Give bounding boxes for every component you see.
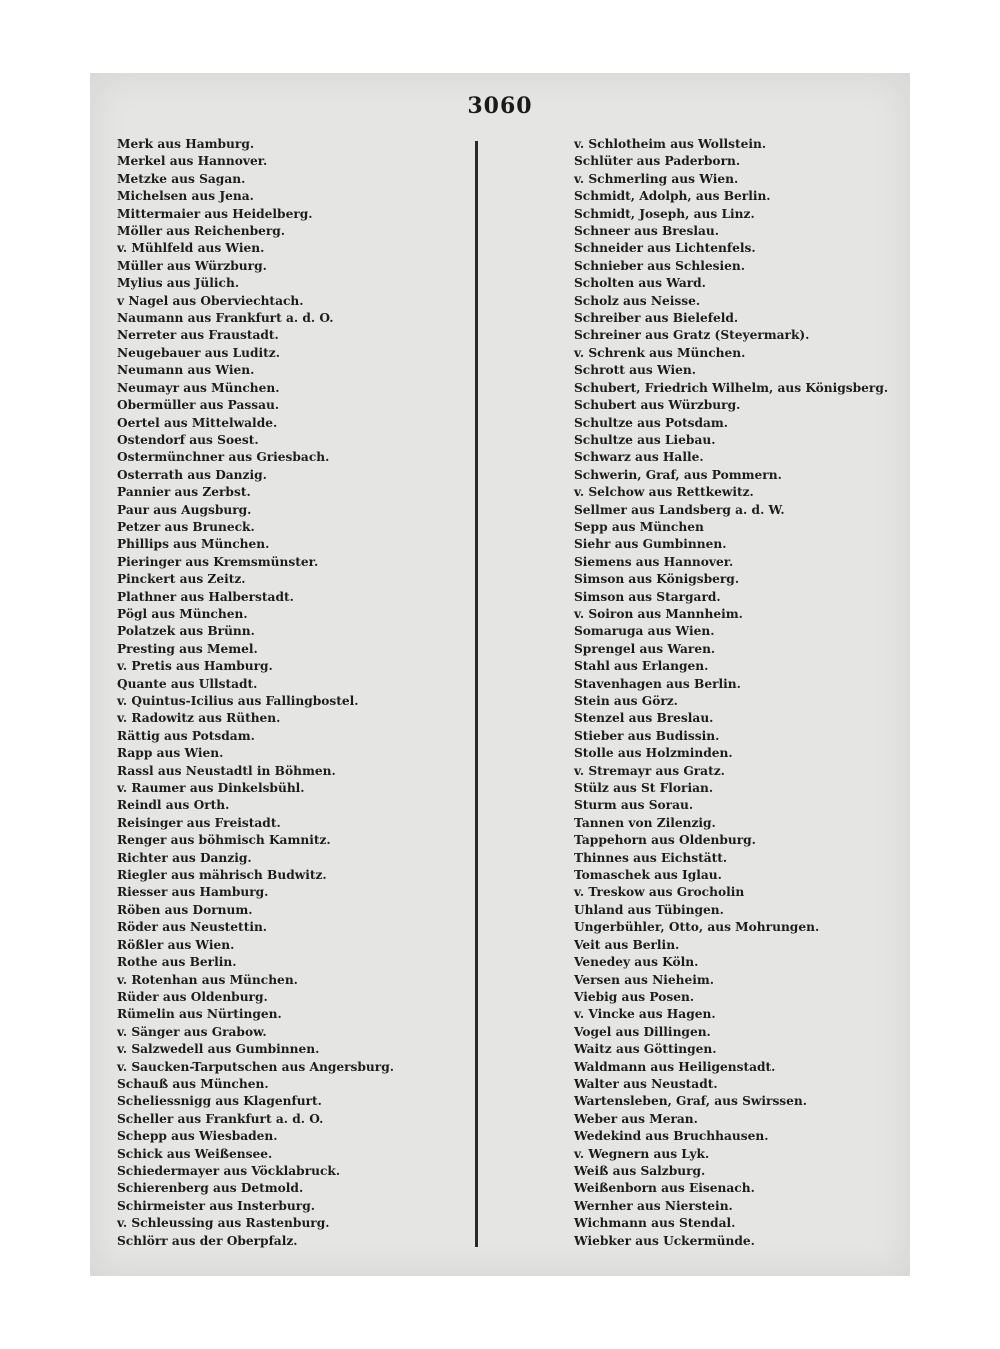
name-entry: Quante aus Ullstadt.	[117, 676, 258, 691]
name-entry: Schubert aus Würzburg.	[574, 398, 741, 413]
name-entry: Rüder aus Oldenburg.	[117, 989, 268, 1004]
name-entry: v. Pretis aus Hamburg.	[117, 659, 273, 674]
name-entry: v. Schmerling aus Wien.	[574, 171, 739, 186]
name-entry: Schultze aus Liebau.	[574, 432, 716, 447]
name-entry: Veit aus Berlin.	[574, 937, 680, 952]
name-entry: Schlörr aus der Oberpfalz.	[117, 1233, 298, 1248]
name-entry: Ostendorf aus Soest.	[117, 432, 259, 447]
name-entry: Mylius aus Jülich.	[117, 276, 240, 291]
name-entry: Plathner aus Halberstadt.	[117, 589, 294, 604]
name-entry: Rümelin aus Nürtingen.	[117, 1007, 282, 1022]
name-entry: v. Rotenhan aus München.	[117, 972, 298, 987]
name-entry: Schubert, Friedrich Wilhelm, aus Königsberg.	[574, 380, 889, 395]
name-entry: Thinnes aus Eichstätt.	[574, 850, 728, 865]
name-entry: Simson aus Stargard.	[574, 589, 721, 604]
name-entry: Wiebker aus Uckermünde.	[574, 1233, 755, 1248]
name-entry: Mittermaier aus Heidelberg.	[117, 206, 313, 221]
name-entry: Schirmeister aus Insterburg.	[117, 1198, 315, 1213]
name-entry: v. Radowitz aus Rüthen.	[117, 711, 281, 726]
name-entry: Wedekind aus Bruchhausen.	[574, 1129, 769, 1144]
name-entry: v. Sänger aus Grabow.	[117, 1024, 267, 1039]
name-entry: Tannen von Zilenzig.	[574, 815, 716, 830]
name-entry: Schneer aus Breslau.	[574, 224, 719, 239]
name-entry: Röder aus Neustettin.	[117, 920, 268, 935]
name-entry: Presting aus Memel.	[117, 641, 258, 656]
name-entry: Simson aus Königsberg.	[574, 572, 740, 587]
name-entry: Schneider aus Lichtenfels.	[574, 241, 756, 256]
name-entry: Nerreter aus Fraustadt.	[117, 328, 279, 343]
name-entry: Scheliessnigg aus Klagenfurt.	[117, 1094, 322, 1109]
name-entry: Weber aus Meran.	[574, 1111, 698, 1126]
name-entry: Tappehorn aus Oldenburg.	[574, 833, 756, 848]
name-entry: Neumann aus Wien.	[117, 363, 255, 378]
name-entry: Weißenborn aus Eisenach.	[574, 1181, 755, 1196]
right-name-column	[574, 136, 904, 1250]
name-entry: v. Saucken-Tarputschen aus Angersburg.	[117, 1059, 394, 1074]
name-entry: Paur aus Augsburg.	[117, 502, 252, 517]
name-entry: Stülz aus St Florian.	[574, 781, 714, 796]
name-entry: Schiedermayer aus Vöcklabruck.	[117, 1163, 341, 1178]
name-entry: Scholten aus Ward.	[574, 276, 706, 291]
name-entry: Naumann aus Frankfurt a. d. O.	[117, 311, 334, 326]
name-entry: Möller aus Reichenberg.	[117, 224, 286, 239]
name-entry: Pieringer aus Kremsmünster.	[117, 554, 319, 569]
name-entry: v. Quintus-Icilius aus Fallingbostel.	[117, 694, 359, 708]
name-entry: Waldmann aus Heiligenstadt.	[574, 1059, 776, 1074]
name-entry: v. Wegnern aus Lyk.	[574, 1146, 710, 1161]
page-number: 3060	[467, 93, 533, 119]
name-entry: Sturm aus Sorau.	[574, 798, 694, 813]
name-entry: Versen aus Nieheim.	[574, 972, 715, 987]
name-entry: Wernher aus Nierstein.	[574, 1198, 733, 1213]
name-entry: Stavenhagen aus Berlin.	[574, 676, 741, 691]
name-entry: Schick aus Weißensee.	[117, 1146, 273, 1161]
name-entry: Walter aus Neustadt.	[574, 1076, 718, 1091]
name-entry: Osterrath aus Danzig.	[117, 467, 267, 482]
name-entry: Siemens aus Hannover.	[574, 554, 734, 569]
name-entry: v Nagel aus Oberviechtach.	[117, 293, 304, 308]
name-entry: Neugebauer aus Luditz.	[117, 345, 280, 360]
name-entry: Röben aus Dornum.	[117, 902, 253, 917]
name-entry: Schreiber aus Bielefeld.	[574, 311, 739, 326]
name-entry: Sepp aus München	[574, 519, 704, 534]
name-entry: Viebig aus Posen.	[574, 989, 695, 1004]
name-entry: Stenzel aus Breslau.	[574, 711, 714, 726]
name-entry: Venedey aus Köln.	[574, 955, 699, 970]
name-entry: Schwarz aus Halle.	[574, 450, 704, 465]
name-entry: Rassl aus Neustadtl in Böhmen.	[117, 763, 336, 778]
name-entry: Scholz aus Neisse.	[574, 293, 701, 308]
name-entry: Neumayr aus München.	[117, 380, 280, 395]
scanned-page	[90, 73, 910, 1276]
name-entry: Waitz aus Göttingen.	[574, 1042, 717, 1057]
name-entry: Schreiner aus Gratz (Steyermark).	[574, 328, 810, 343]
name-entry: Stieber aus Budissin.	[574, 728, 720, 743]
name-entry: Pinckert aus Zeitz.	[117, 572, 246, 587]
name-entry: Ostermünchner aus Griesbach.	[117, 450, 330, 465]
name-entry: v. Salzwedell aus Gumbinnen.	[117, 1042, 320, 1057]
name-entry: Richter aus Danzig.	[117, 850, 252, 865]
name-entry: v. Schleussing aus Rastenburg.	[117, 1216, 330, 1231]
name-entry: Somaruga aus Wien.	[574, 624, 715, 639]
name-entry: Rothe aus Berlin.	[117, 955, 237, 970]
name-entry: Uhland aus Tübingen.	[574, 902, 724, 917]
name-entry: Sprengel aus Waren.	[574, 641, 716, 656]
name-entry: Michelsen aus Jena.	[117, 189, 254, 204]
name-entry: Polatzek aus Brünn.	[117, 624, 255, 639]
name-entry: v. Schlotheim aus Wollstein.	[574, 137, 767, 151]
name-entry: Schnieber aus Schlesien.	[574, 258, 745, 273]
name-entry: Oertel aus Mittelwalde.	[117, 415, 278, 430]
name-entry: Sellmer aus Landsberg a. d. W.	[574, 502, 785, 517]
name-entry: Ungerbühler, Otto, aus Mohrungen.	[574, 920, 820, 935]
name-entry: Schauß aus München.	[117, 1076, 269, 1091]
name-entry: Renger aus böhmisch Kamnitz.	[117, 833, 331, 848]
name-entry: Schultze aus Potsdam.	[574, 415, 728, 430]
name-entry: Stolle aus Holzminden.	[574, 746, 733, 761]
name-entry: Schierenberg aus Detmold.	[117, 1181, 304, 1196]
name-entry: Stahl aus Erlangen.	[574, 659, 709, 674]
name-entry: Metzke aus Sagan.	[117, 171, 246, 186]
name-entry: Riesser aus Hamburg.	[117, 885, 269, 900]
name-entry: Schmidt, Adolph, aus Berlin.	[574, 189, 771, 204]
name-entry: Reisinger aus Freistadt.	[117, 815, 281, 830]
name-entry: Phillips aus München.	[117, 537, 270, 552]
name-entry: Schmidt, Joseph, aus Linz.	[574, 206, 755, 221]
name-entry: Scheller aus Frankfurt a. d. O.	[117, 1111, 324, 1126]
name-entry: Petzer aus Bruneck.	[117, 519, 255, 534]
name-entry: v. Soiron aus Mannheim.	[574, 606, 743, 621]
name-entry: Stein aus Görz.	[574, 694, 678, 708]
name-entry: Weiß aus Salzburg.	[574, 1163, 706, 1178]
name-entry: v. Selchow aus Rettkewitz.	[574, 485, 754, 500]
left-name-column	[117, 136, 467, 1250]
name-entry: Pannier aus Zerbst.	[117, 485, 251, 500]
name-entry: v. Vincke aus Hagen.	[574, 1007, 716, 1022]
name-entry: Müller aus Würzburg.	[117, 258, 267, 273]
name-entry: Wartensleben, Graf, aus Swirssen.	[574, 1094, 808, 1109]
column-divider	[475, 141, 478, 1247]
name-entry: Merk aus Hamburg.	[117, 137, 255, 151]
name-entry: Schlüter aus Paderborn.	[574, 154, 741, 169]
name-entry: Rättig aus Potsdam.	[117, 728, 255, 743]
name-entry: Schwerin, Graf, aus Pommern.	[574, 467, 782, 482]
name-entry: Riegler aus mährisch Budwitz.	[117, 868, 327, 883]
name-entry: Rapp aus Wien.	[117, 746, 224, 761]
name-entry: v. Schrenk aus München.	[574, 345, 746, 360]
name-entry: Vogel aus Dillingen.	[574, 1024, 711, 1039]
name-entry: Wichmann aus Stendal.	[574, 1216, 736, 1231]
name-entry: v. Stremayr aus Gratz.	[574, 763, 725, 778]
name-entry: v. Mühlfeld aus Wien.	[117, 241, 265, 256]
name-entry: v. Raumer aus Dinkelsbühl.	[117, 781, 305, 796]
name-entry: v. Treskow aus Grocholin	[574, 885, 745, 900]
name-entry: Pögl aus München.	[117, 606, 248, 621]
name-entry: Schepp aus Wiesbaden.	[117, 1129, 278, 1144]
name-entry: Schrott aus Wien.	[574, 363, 696, 378]
name-entry: Obermüller aus Passau.	[117, 398, 280, 413]
name-entry: Tomaschek aus Iglau.	[574, 868, 722, 883]
name-entry: Siehr aus Gumbinnen.	[574, 537, 727, 552]
name-entry: Rößler aus Wien.	[117, 937, 235, 952]
name-entry: Reindl aus Orth.	[117, 798, 230, 813]
name-entry: Merkel aus Hannover.	[117, 154, 268, 169]
